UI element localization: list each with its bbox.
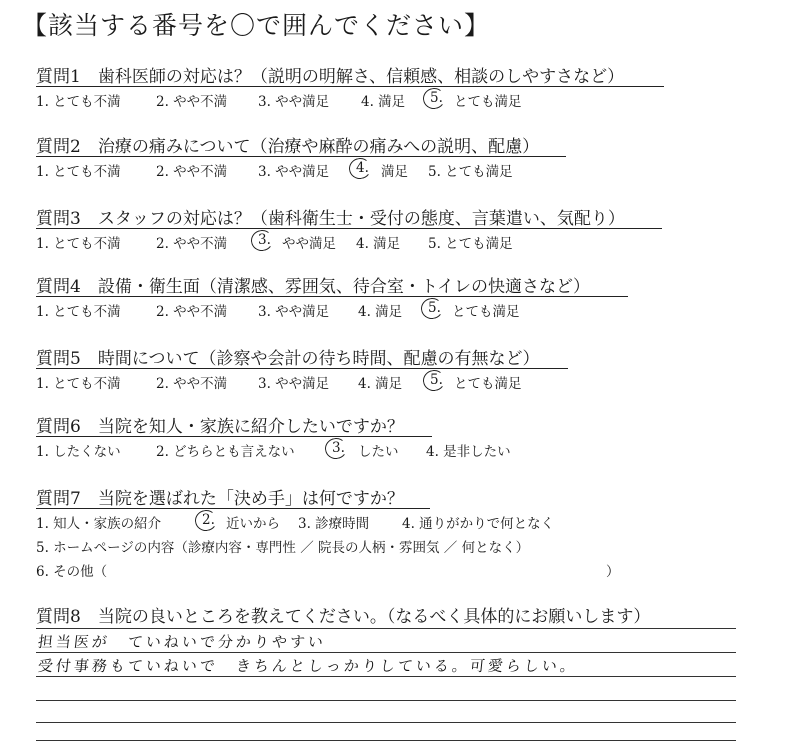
question-3-underline xyxy=(36,228,662,229)
question-1-option-5-label[interactable]: とても満足 xyxy=(454,94,522,110)
question-1-title: 質問1 歯科医師の対応は？（説明の明解さ、信頼感、相談のしやすさなど） xyxy=(36,67,625,87)
question-3-option-5[interactable]: 5. とても満足 xyxy=(428,236,513,252)
question-1-underline xyxy=(36,86,664,87)
question-2-option-4-label[interactable]: 満足 xyxy=(381,164,408,180)
handwritten-answer-2[interactable]: 受付事務もていねいで きちんとしっかりしている。可愛らしい。 xyxy=(37,657,579,675)
question-1-option-1[interactable]: 1. とても不満 xyxy=(36,94,121,110)
question-5-underline xyxy=(36,368,568,369)
question-4-option-4[interactable]: 4. 満足 xyxy=(358,304,403,320)
question-7-option-2-number[interactable]: 2. xyxy=(202,512,215,528)
question-6-option-3-label[interactable]: したい xyxy=(358,444,399,460)
question-5-option-2[interactable]: 2. やや不満 xyxy=(156,376,228,392)
question-7-underline xyxy=(36,508,430,509)
question-7-option-1[interactable]: 1. 知人・家族の紹介 xyxy=(36,516,162,532)
answer-line-5 xyxy=(36,722,736,723)
question-6-underline xyxy=(36,436,432,437)
question-2-option-5[interactable]: 5. とても満足 xyxy=(428,164,513,180)
question-6-option-4[interactable]: 4. 是非したい xyxy=(426,444,511,460)
question-4-option-3[interactable]: 3. やや満足 xyxy=(258,304,330,320)
question-4-option-2[interactable]: 2. やや不満 xyxy=(156,304,228,320)
question-5-option-3[interactable]: 3. やや満足 xyxy=(258,376,330,392)
question-8-title: 質問8 当院の良いところを教えてください。（なるべく具体的にお願いします） xyxy=(36,607,651,627)
question-7-option-5-line[interactable]: 5. ホームページの内容（診療内容・専門性 ／ 院長の人柄・雰囲気 ／ 何となく） xyxy=(36,540,530,556)
question-6-title: 質問6 当院を知人・家族に紹介したいですか？ xyxy=(36,417,404,437)
question-1-option-2[interactable]: 2. やや不満 xyxy=(156,94,228,110)
answer-line-6 xyxy=(36,740,736,741)
question-3-option-1[interactable]: 1. とても不満 xyxy=(36,236,121,252)
question-1-option-5-number[interactable]: 5. xyxy=(430,90,443,106)
question-5-option-5-label[interactable]: とても満足 xyxy=(454,376,522,392)
question-2-option-4-number[interactable]: 4. xyxy=(356,160,369,176)
question-2-option-1[interactable]: 1. とても不満 xyxy=(36,164,121,180)
question-2-underline xyxy=(36,156,566,157)
question-1-option-3[interactable]: 3. やや満足 xyxy=(258,94,330,110)
question-4-underline xyxy=(36,296,628,297)
question-2-option-2[interactable]: 2. やや不満 xyxy=(156,164,228,180)
question-3-title: 質問3 スタッフの対応は？（歯科衛生士・受付の態度、言葉遣い、気配り） xyxy=(36,209,625,229)
question-7-option-2-label[interactable]: 近いから xyxy=(226,516,280,532)
question-2-option-3[interactable]: 3. やや満足 xyxy=(258,164,330,180)
question-4-option-5-number[interactable]: 5. xyxy=(428,300,441,316)
answer-line-3 xyxy=(36,676,736,677)
question-3-option-2[interactable]: 2. やや不満 xyxy=(156,236,228,252)
question-5-option-5-number[interactable]: 5. xyxy=(430,372,443,388)
question-4-option-5-label[interactable]: とても満足 xyxy=(452,304,520,320)
question-7-title: 質問7 当院を選ばれた「決め手」は何ですか？ xyxy=(36,489,404,509)
question-3-option-4[interactable]: 4. 満足 xyxy=(356,236,401,252)
question-1-option-4[interactable]: 4. 満足 xyxy=(361,94,406,110)
question-6-option-3-number[interactable]: 3. xyxy=(332,440,345,456)
question-4-title: 質問4 設備・衛生面（清潔感、雰囲気、待合室・トイレの快適さなど） xyxy=(36,277,590,297)
answer-line-4 xyxy=(36,700,736,701)
question-7-option-3[interactable]: 3. 診療時間 xyxy=(298,516,370,532)
answer-line-1 xyxy=(36,628,736,629)
question-5-title: 質問5 時間について（診察や会計の待ち時間、配慮の有無など） xyxy=(36,349,540,369)
question-5-option-4[interactable]: 4. 満足 xyxy=(358,376,403,392)
question-3-option-3-label[interactable]: やや満足 xyxy=(282,236,336,252)
question-2-title: 質問2 治療の痛みについて（治療や麻酔の痛みへの説明、配慮） xyxy=(36,137,540,157)
question-5-option-1[interactable]: 1. とても不満 xyxy=(36,376,121,392)
answer-line-2 xyxy=(36,652,736,653)
question-3-option-3-number[interactable]: 3. xyxy=(258,232,271,248)
question-7-option-6-label[interactable]: 6. その他（ xyxy=(36,564,108,580)
question-6-option-1[interactable]: 1. したくない xyxy=(36,444,121,460)
question-7-option-4[interactable]: 4. 通りがかりで何となく xyxy=(402,516,555,532)
form-header: 【該当する番号を〇で囲んでください】 xyxy=(22,11,491,40)
question-6-option-2[interactable]: 2. どちらとも言えない xyxy=(156,444,295,460)
question-7-option-6-close: ） xyxy=(606,564,620,580)
question-4-option-1[interactable]: 1. とても不満 xyxy=(36,304,121,320)
handwritten-answer-1[interactable]: 担当医が ていねいで分かりやすい xyxy=(37,633,327,651)
